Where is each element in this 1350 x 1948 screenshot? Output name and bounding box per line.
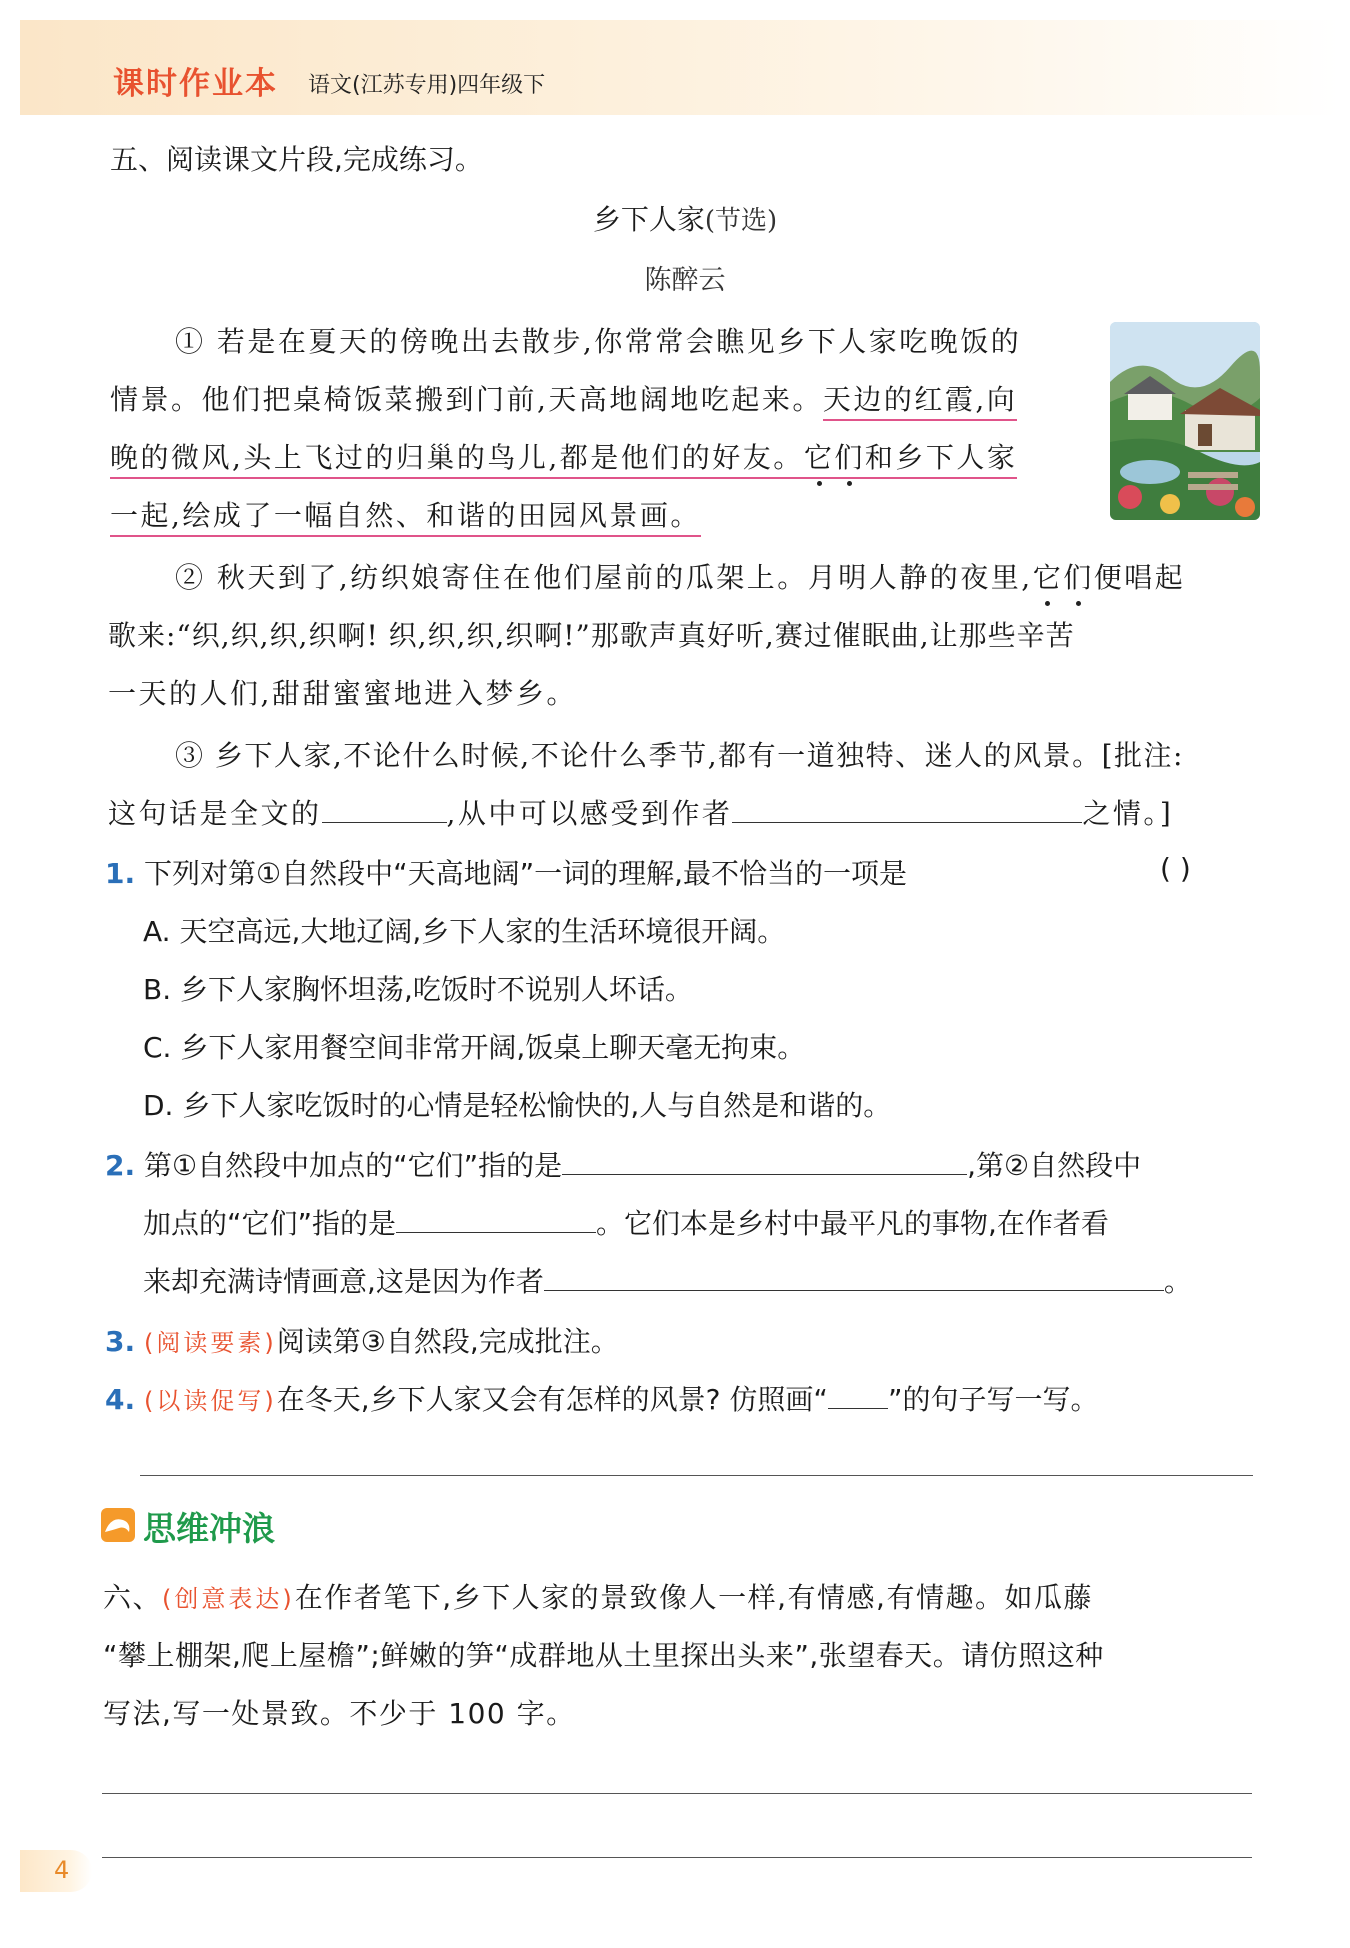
q4-number: 4. xyxy=(105,1383,136,1416)
passage-title-note: (节选) xyxy=(704,206,778,236)
q1-option-c[interactable]: C. 乡下人家用餐空间非常开阔,饭桌上聊天毫无拘束。 xyxy=(143,1031,806,1064)
village-illustration xyxy=(1110,322,1260,520)
p1-line2-a: 情景。他们把桌椅饭菜搬到门前,天高地阔地吃起来。 xyxy=(110,383,823,416)
q1-text: 下列对第①自然段中“天高地阔”一词的理解,最不恰当的一项是 xyxy=(144,857,908,890)
dotted-char-men-2: 们 xyxy=(1063,561,1094,594)
q3-tag: (阅读要素) xyxy=(144,1329,277,1357)
q2-line3-a: 来却充满诗情画意,这是因为作者 xyxy=(143,1265,544,1298)
q4-text-b: ”的句子写一写。 xyxy=(887,1383,1099,1416)
p2-line1 xyxy=(175,556,1185,596)
p1-line2-underlined: 天边的红霞,向 xyxy=(823,383,1017,421)
dotted-char-men: 们 xyxy=(834,441,865,474)
q2-line2-a: 加点的“它们”指的是 xyxy=(143,1207,397,1240)
p1-line1: ① 若是在夏天的傍晚出去散步,你常常会瞧见乡下人家吃晚饭的 xyxy=(175,325,1022,358)
q2-blank-1[interactable] xyxy=(562,1150,967,1175)
q1-option-a[interactable]: A. 天空高远,大地辽阔,乡下人家的生活环境很开阔。 xyxy=(143,915,786,948)
p2-line3: 一天的人们,甜甜蜜蜜地进入梦乡。 xyxy=(108,677,577,710)
q1-answer-bracket[interactable]: ( ) xyxy=(1160,852,1191,885)
subject-label: 语文(江苏专用)四年级下 xyxy=(308,73,546,98)
p3-line2-b: ,从中可以感受到作者 xyxy=(446,797,733,830)
q6-prefix: 六、 xyxy=(103,1581,163,1614)
wave-icon xyxy=(101,1508,135,1542)
p1-line4-underlined: 一起,绘成了一幅自然、和谐的田园风景画。 xyxy=(110,499,701,537)
p3-line2-a: 这句话是全文的 xyxy=(108,797,322,830)
passage-author: 陈醉云 xyxy=(644,265,726,296)
q4-underline-sample xyxy=(828,1384,888,1409)
q4-line xyxy=(105,1378,1098,1418)
q2-line2-b: 。它们本是乡村中最平凡的事物,在作者看 xyxy=(596,1207,1109,1240)
q1-number: 1. xyxy=(105,857,136,890)
p1-line3-underlined: 晚的微风,头上飞过的归巢的鸟儿,都是他们的好友。 xyxy=(110,441,804,479)
q1-line xyxy=(105,852,907,892)
p1-line3 xyxy=(110,436,1017,476)
p1-line3-c: 和乡下人家 xyxy=(864,441,1018,474)
q1-option-b[interactable]: B. 乡下人家胸怀坦荡,吃饭时不说别人坏话。 xyxy=(143,973,693,1006)
q2-line1 xyxy=(105,1144,1141,1184)
q6-answer-line-1[interactable] xyxy=(102,1793,1252,1794)
passage-title xyxy=(0,198,1350,238)
passage-title-text: 乡下人家 xyxy=(592,203,705,236)
q2-number: 2. xyxy=(105,1149,136,1182)
q6-tag: (创意表达) xyxy=(162,1585,295,1613)
brand-title: 课时作业本 xyxy=(113,66,278,102)
q1-option-d[interactable]: D. 乡下人家吃饭时的心情是轻松愉快的,人与自然是和谐的。 xyxy=(143,1089,892,1122)
dotted-char-ta: 它 xyxy=(803,441,835,474)
annotation-blank-2[interactable] xyxy=(732,798,1082,823)
q4-tag: (以读促写) xyxy=(144,1387,277,1415)
q3-number: 3. xyxy=(105,1325,136,1358)
q4-answer-line[interactable] xyxy=(140,1475,1253,1476)
q6-line2: “攀上棚架,爬上屋檐”;鲜嫩的笋“成群地从土里探出头来”,张望春天。请仿照这种 xyxy=(103,1639,1104,1672)
page-number-badge xyxy=(20,1850,92,1892)
p3-line1: ③ 乡下人家,不论什么时候,不论什么季节,都有一道独特、迷人的风景。[批注: xyxy=(175,739,1184,772)
p2-line1-a: ② 秋天到了,纺织娘寄住在他们屋前的瓜架上。月明人静的夜里, xyxy=(175,561,1033,594)
p2-line2: 歌来:“织,织,织,织啊! 织,织,织,织啊!”那歌声真好听,赛过催眠曲,让那些辛苦 xyxy=(108,619,1075,652)
section-five-heading: 五、阅读课文片段,完成练习。 xyxy=(110,143,483,176)
q2-blank-2[interactable] xyxy=(396,1208,596,1233)
q6-line1-text: 在作者笔下,乡下人家的景致像人一样,有情感,有情趣。如瓜藤 xyxy=(294,1581,1093,1614)
p1-line2 xyxy=(110,378,1017,418)
dotted-char-ta-2: 它 xyxy=(1032,561,1064,594)
p3-line2 xyxy=(108,792,1173,832)
p1-line4 xyxy=(110,494,701,534)
page-number: 4 xyxy=(54,1856,70,1884)
q3-text: 阅读第③自然段,完成批注。 xyxy=(276,1325,619,1358)
q2-line2 xyxy=(143,1202,1109,1242)
q2-line3 xyxy=(143,1260,1192,1300)
q2-line1-a: 第①自然段中加点的“它们”指的是 xyxy=(144,1149,563,1182)
thinking-heading: 思维冲浪 xyxy=(143,1509,275,1548)
annotation-blank-1[interactable] xyxy=(322,798,447,823)
p2-line1-c: 便唱起 xyxy=(1093,561,1186,594)
q2-line3-b: 。 xyxy=(1163,1265,1192,1298)
q6-line1 xyxy=(103,1576,1093,1616)
q2-line1-b: ,第②自然段中 xyxy=(967,1149,1142,1182)
q6-answer-line-2[interactable] xyxy=(102,1857,1252,1858)
q4-text-a: 在冬天,乡下人家又会有怎样的风景? 仿照画“ xyxy=(276,1383,828,1416)
q2-blank-3[interactable] xyxy=(544,1266,1164,1291)
q3-line xyxy=(105,1320,619,1360)
p3-line2-c: 之情。] xyxy=(1082,797,1174,830)
q6-line3: 写法,写一处景致。不少于 100 字。 xyxy=(103,1697,576,1730)
